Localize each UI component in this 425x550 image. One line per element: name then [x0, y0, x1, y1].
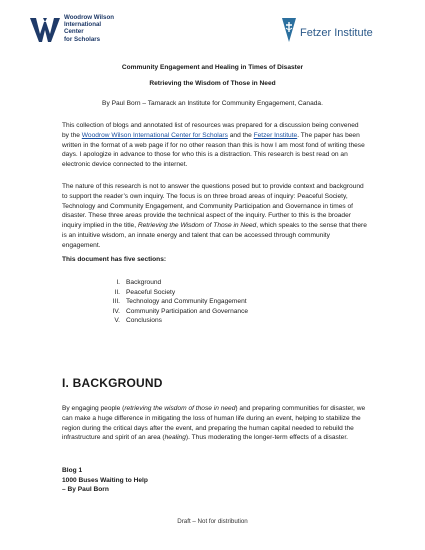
list-item-number: III.: [112, 298, 120, 306]
paragraph-text: ). Thus moderating the longer-term effects of a disaster.: [185, 434, 349, 442]
list-item-label: Community Participation and Governance: [126, 307, 249, 315]
paragraph-emphasis: retrieving the wisdom of those in need: [124, 405, 236, 412]
blog-heading: [62, 466, 148, 495]
paragraph-text: The nature of this research is not to answer the questions posed but to provide context and background to support the reader’s own inquiry. The focus is on three broad areas of inquiry: Peaceful Society, Technology and Community Engagement, and Community Participation and Governance in times of disaster. These three areas provide the technical aspect of the inquiry. Further to this is the broader inquiry implied in the title,: [62, 183, 364, 230]
list-item-number: I.: [116, 279, 120, 286]
ww-logo-line: for Scholars: [64, 35, 101, 43]
intro-paragraph: [62, 121, 367, 170]
paragraph-text: ) and preparing communities for disaster, we can make a huge difference in mitigating the loss of human life during an event, helping to stabilize the region during the critical days after the event, and preparing the human capital needed to rebuild the infrastructure and spirit of an area (: [62, 405, 366, 442]
background-heading: I. BACKGROUND: [62, 376, 163, 390]
wilson-center-link[interactable]: Woodrow Wilson International Center for Scholars: [81, 131, 228, 139]
background-paragraph: [62, 404, 367, 443]
paragraph-text: , which speaks to the sense that there is an intuitive wisdom, an innate energy and talent that can be accessed through community engagement.: [62, 222, 367, 249]
draft-footer: Draft – Not for distribution: [177, 518, 248, 525]
sections-list: [92, 278, 248, 326]
paragraph-text: This collection of blogs and annotated list of resources was prepared for a discussion being convened by the: [62, 122, 359, 139]
list-item: [92, 307, 248, 317]
ww-logo-text: [64, 14, 114, 43]
research-nature-paragraph: [62, 182, 367, 251]
list-item-number: V.: [114, 317, 120, 325]
blog-author: – By Paul Born: [62, 486, 109, 494]
list-item: [92, 297, 248, 307]
document-title: Community Engagement and Healing in Times of Disaster: [121, 64, 304, 71]
byline: By Paul Born – Tamarack an Institute for Community Engagement, Canada.: [102, 100, 323, 107]
blog-number: Blog 1: [62, 467, 83, 474]
list-item-number: IV.: [112, 307, 120, 315]
list-item-label: Conclusions: [126, 317, 162, 325]
list-item-label: Background: [126, 279, 162, 286]
ww-logo-line: Center: [64, 28, 84, 36]
paragraph-text: and the: [227, 131, 254, 139]
list-item: [92, 278, 248, 288]
paragraph-emphasis: healing: [164, 434, 186, 442]
sections-heading: This document has five sections:: [62, 256, 167, 263]
fetzer-logo-text: Fetzer Institute: [300, 27, 373, 39]
paragraph-text: . The paper has been written in the format of a web page if for no other reason than this is how I am most fond of writing these days. I apologize in advance to those for who this is a distraction. This research is best read on an electronic device connected to the internet.: [62, 131, 365, 169]
ww-logo-line: Woodrow Wilson: [64, 14, 115, 21]
document-subtitle: Retrieving the Wisdom of Those in Need: [149, 80, 276, 87]
paragraph-text: By engaging people (: [62, 405, 125, 412]
list-item: [92, 288, 248, 298]
list-item-label: Peaceful Society: [126, 288, 176, 296]
list-item: [92, 316, 248, 326]
blog-title: 1000 Buses Waiting to Help: [62, 476, 148, 484]
paragraph-emphasis: Retrieving the Wisdom of Those in Need: [137, 222, 257, 230]
ww-logo-icon: [30, 16, 60, 44]
ww-logo-line: International: [64, 21, 102, 29]
list-item-label: Technology and Community Engagement: [126, 298, 247, 306]
fetzer-logo-icon: [282, 18, 296, 42]
fetzer-institute-link[interactable]: Fetzer Institute: [253, 131, 298, 139]
list-item-number: II.: [114, 288, 120, 296]
